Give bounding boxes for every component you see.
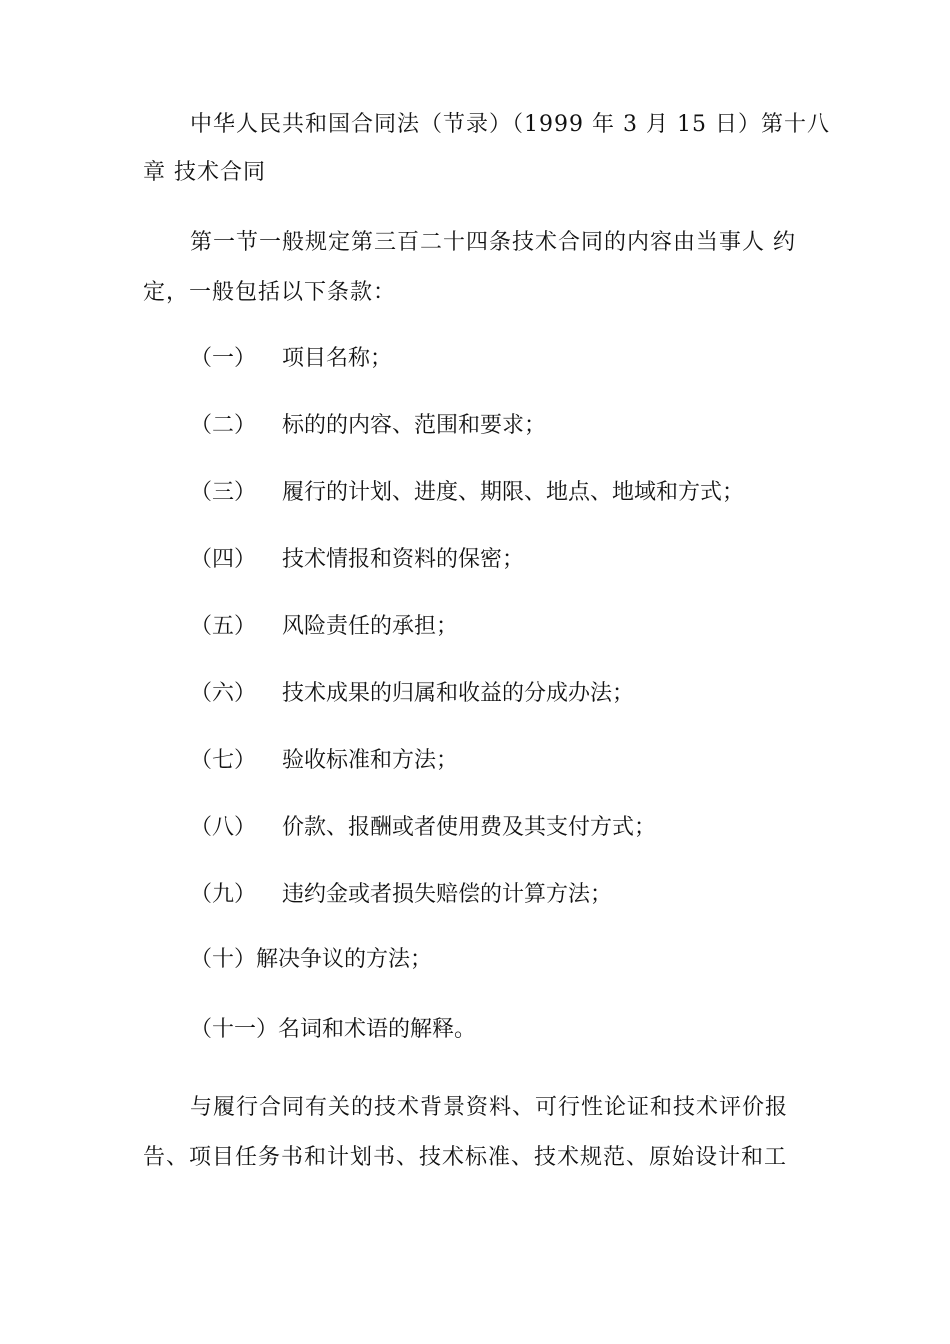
clause-2 xyxy=(190,411,546,441)
clause-3 xyxy=(190,478,744,508)
clause-number: （五） xyxy=(190,614,257,639)
clause-text: 项目名称； xyxy=(282,346,393,371)
clause-number: （七） xyxy=(190,748,257,773)
clause-9 xyxy=(190,880,612,910)
clause-text: 履行的计划、进度、期限、地点、地域和方式； xyxy=(282,480,745,505)
clause-1 xyxy=(190,344,392,374)
clause-text: 违约金或者损失赔偿的计算方法； xyxy=(282,882,613,907)
clause-number: （三） xyxy=(190,480,257,505)
closing-line-1: 与履行合同有关的技术背景资料、可行性论证和技术评价报 xyxy=(190,1095,789,1120)
clause-text: 技术情报和资料的保密； xyxy=(282,547,525,572)
clause-5 xyxy=(190,612,458,642)
clause-number: （十） xyxy=(190,947,257,972)
intro-line-2: 定，一般包括以下条款： xyxy=(143,280,397,305)
clause-number: （八） xyxy=(190,815,257,840)
clause-number: （四） xyxy=(190,547,257,572)
closing-line-2: 告、项目任务书和计划书、技术标准、技术规范、原始设计和工 xyxy=(143,1145,788,1170)
clause-text: 价款、报酬或者使用费及其支付方式； xyxy=(282,815,657,840)
clause-4 xyxy=(190,545,524,575)
clause-number: （二） xyxy=(190,413,257,438)
clause-text: 验收标准和方法； xyxy=(282,748,459,773)
clause-text: 风险责任的承担； xyxy=(282,614,459,639)
intro-line-1: 第一节一般规定第三百二十四条技术合同的内容由当事人 约 xyxy=(190,230,796,255)
heading-line-2: 章 技术合同 xyxy=(143,160,266,185)
clause-text: 标的的内容、范围和要求； xyxy=(282,413,547,438)
clause-text: 解决争议的方法； xyxy=(256,947,433,972)
clause-6 xyxy=(190,679,634,709)
clause-number: （九） xyxy=(190,882,257,907)
heading-line-1: 中华人民共和国合同法（节录）（1999 年 3 月 15 日）第十八 xyxy=(190,112,830,137)
clause-number: （一） xyxy=(190,346,257,371)
clause-text: 技术成果的归属和收益的分成办法； xyxy=(282,681,635,706)
clause-8 xyxy=(190,813,656,843)
clause-number: （六） xyxy=(190,681,257,706)
clause-text: 名词和术语的解释。 xyxy=(278,1017,477,1042)
clause-11 xyxy=(190,1015,476,1045)
clause-number: （十一） xyxy=(190,1017,279,1042)
clause-7 xyxy=(190,746,458,776)
clause-10 xyxy=(190,945,432,975)
